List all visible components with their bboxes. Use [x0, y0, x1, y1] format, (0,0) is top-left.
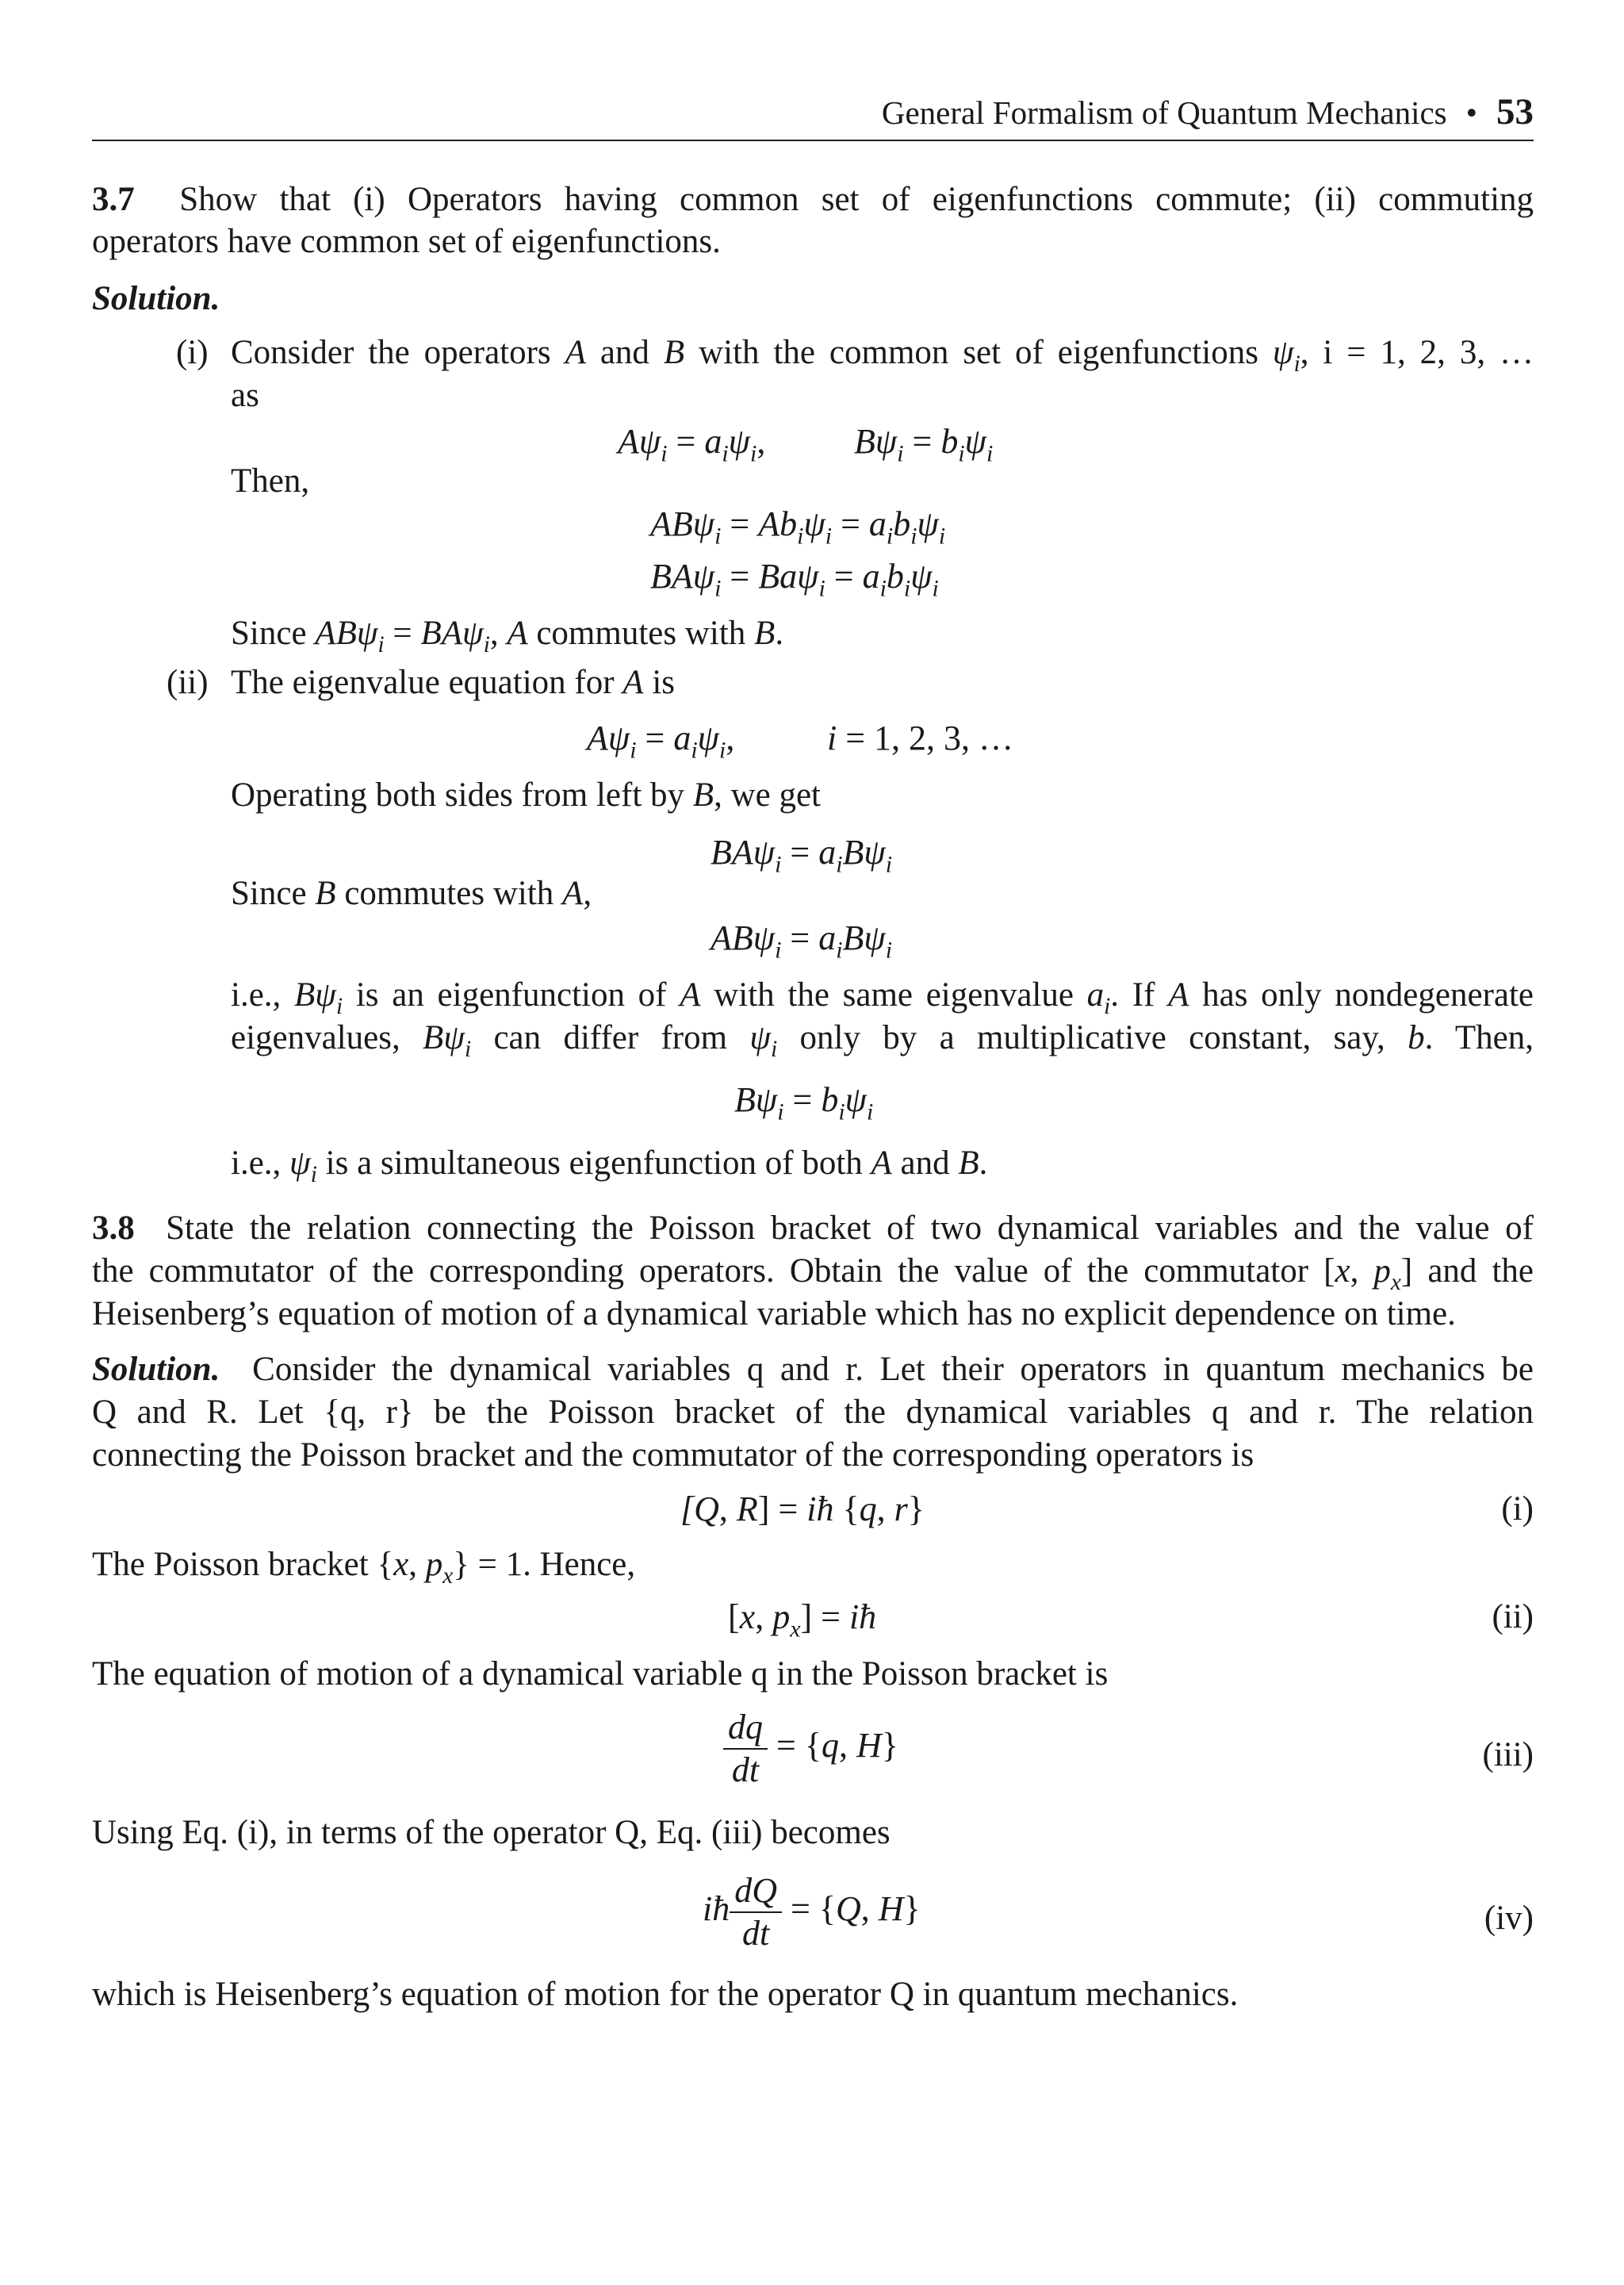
part-ii-marker: (ii) — [167, 664, 209, 701]
problem-3-8-line-1: 3.8 State the relation connecting the Poisson bracket of two dynamical variables and the value of — [92, 1210, 1534, 1247]
solution-3-8-line-3: connecting the Poisson bracket and the commutator of the corresponding operators is — [92, 1436, 1254, 1474]
equation: $AB\psi_i = Ab_i\psi_i = a_ib_i\psi_i$ — [650, 504, 946, 550]
header-bullet: • — [1465, 94, 1477, 131]
ie-line-1: i.e., $B\psi_i$ is an eigenfunction of A with the same eigenvalue $a_i$. If A has only nondegenerate — [231, 976, 1534, 1020]
final-text: which is Heisenberg’s equation of motion for the operator Q in quantum mechanics. — [92, 1976, 1239, 2013]
equation: $A\psi_i = a_i\psi_i$, — [618, 422, 766, 467]
problem-3-7-line-2: operators have common set of eigenfunctions. — [92, 223, 721, 260]
part-i-intro: Consider the operators A and B with the common set of eigenfunctions $\psi_i$, i = 1, 2, 3, … — [231, 334, 1534, 378]
equation-number-ii: (ii) — [1492, 1598, 1534, 1635]
part-i-conclusion: Since ABψ$_i$ = BAψ$_i$, A commutes with B. — [231, 615, 784, 658]
solution-3-8-line-2: Q and R. Let {q, r} be the Poisson bracket of the dynamical variables q and r. The relation — [92, 1394, 1534, 1431]
part-i-as: as — [231, 377, 259, 414]
problem-number: 3.8 — [92, 1210, 135, 1247]
equation: $AB\psi_i = a_iB\psi_i$ — [710, 918, 893, 964]
then-label: Then, — [231, 462, 310, 500]
equation: $A\psi_i = a_i\psi_i$, — [587, 719, 735, 764]
using-text: Using Eq. (i), in terms of the operator Q, Eq. (iii) becomes — [92, 1814, 891, 1851]
solution-label: Solution. — [92, 280, 220, 317]
solution-3-8-line-1: Solution. Consider the dynamical variables q and r. Let their operators in quantum mechanics be — [92, 1351, 1534, 1388]
equation-iv: iħ $\frac{dQ}{dt}$ = {Q, H} — [703, 1871, 921, 1953]
operating-text: Operating both sides from left by B, we get — [231, 776, 821, 814]
running-header — [92, 86, 1534, 141]
eom-text: The equation of motion of a dynamical variable q in the Poisson bracket is — [92, 1655, 1109, 1693]
equation: $BA\psi_i = a_iB\psi_i$ — [710, 833, 893, 878]
problem-3-8-line-3: Heisenberg’s equation of motion of a dynamical variable which has no explicit dependence on time. — [92, 1295, 1456, 1332]
problem-3-7-line-1: 3.7 Show that (i) Operators having common set of eigenfunctions commute; (ii) commuting — [92, 181, 1534, 218]
equation-number-iii: (iii) — [1482, 1736, 1534, 1773]
equation-ii: [x, $p_x$] = iħ — [728, 1597, 877, 1643]
equation: $B\psi_i = b_i\psi_i$ — [854, 422, 994, 467]
page-number: 53 — [1496, 91, 1534, 132]
ie-line-2: eigenvalues, $B\psi_i$ can differ from $\psi_i$ only by a multiplicative constant, say, b. Then, — [231, 1019, 1534, 1063]
equation: $BA\psi_i = Ba\psi_i = a_ib_i\psi_i$ — [650, 557, 939, 602]
header-title: General Formalism of Quantum Mechanics — [881, 94, 1447, 131]
equation-iii: $\frac{dq}{dt}$ = {q, H} — [723, 1707, 898, 1791]
problem-number: 3.7 — [92, 181, 135, 218]
poisson-text: The Poisson bracket {x, $p_x\} = 1$. Hence, — [92, 1546, 636, 1589]
equation: $B\psi_i = b_i\psi_i$ — [734, 1080, 874, 1125]
part-i-marker: (i) — [176, 334, 209, 371]
since-text: Since B commutes with A, — [231, 875, 592, 912]
part-ii-intro: The eigenvalue equation for A is — [231, 664, 676, 701]
equation-range: i = 1, 2, 3, … — [827, 719, 1014, 757]
equation-i: [Q, R] = iħ {q, r} — [680, 1489, 925, 1528]
equation-number-iv: (iv) — [1484, 1900, 1534, 1937]
equation-number-i: (i) — [1501, 1490, 1534, 1528]
problem-3-8-line-2: the commutator of the corresponding operators. Obtain the value of the commutator [x, $p_x$] and the — [92, 1252, 1534, 1296]
ie-line-3: i.e., $\psi_i$ is a simultaneous eigenfunction of both A and B. — [231, 1144, 988, 1188]
